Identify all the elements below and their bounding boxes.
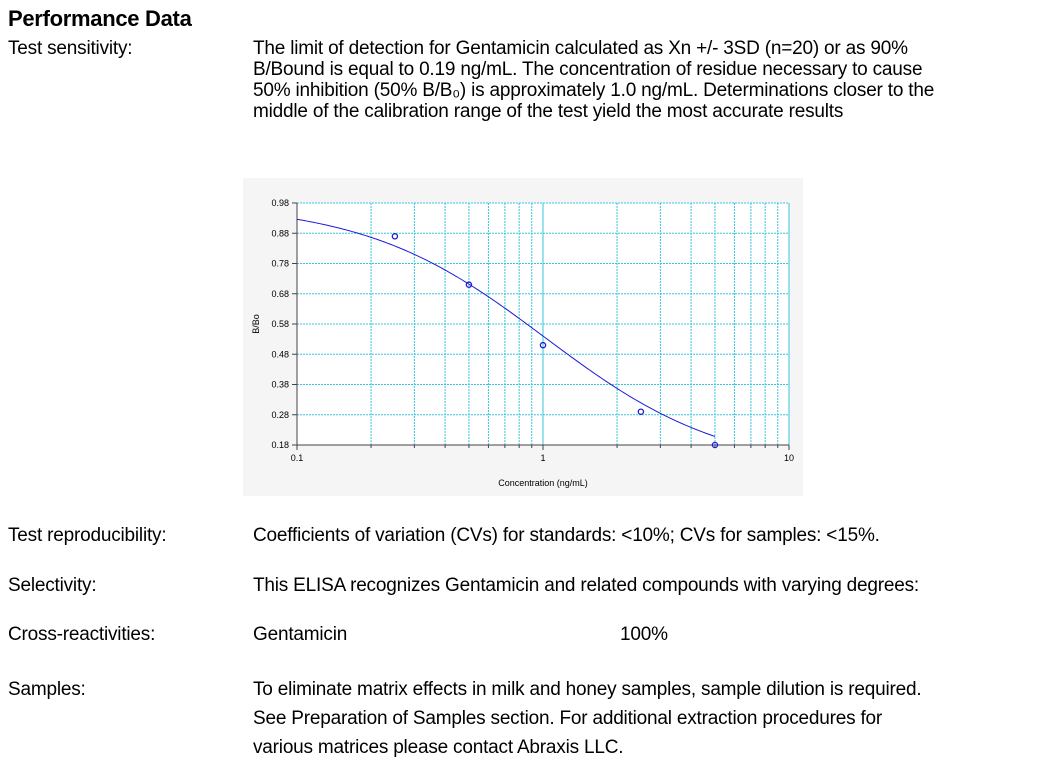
cross-value: 100% bbox=[620, 624, 668, 645]
samples-line: various matrices please contact Abraxis LLC. bbox=[253, 737, 624, 758]
y-tick-label: 0.78 bbox=[271, 258, 289, 269]
cross-compound: Gentamicin bbox=[253, 624, 348, 645]
x-tick-label: 1 bbox=[540, 453, 546, 463]
sensitivity-text bbox=[253, 38, 1041, 122]
samples-text bbox=[253, 675, 1041, 762]
y-tick-label: 0.98 bbox=[271, 198, 289, 208]
y-tick-label: 0.68 bbox=[271, 288, 289, 299]
y-tick-label: 0.48 bbox=[271, 349, 289, 360]
y-tick-label: 0.18 bbox=[271, 440, 289, 450]
calibration-chart bbox=[243, 178, 803, 496]
y-tick-label: 0.88 bbox=[271, 228, 289, 239]
selectivity-label: Selectivity: bbox=[8, 575, 97, 596]
samples-label: Samples: bbox=[8, 679, 86, 700]
selectivity-text: This ELISA recognizes Gentamicin and related compounds with varying degrees: bbox=[253, 575, 919, 596]
x-tick-label: 0.1 bbox=[290, 453, 304, 463]
reproducibility-label: Test reproducibility: bbox=[8, 525, 167, 546]
chart-svg bbox=[243, 178, 803, 496]
x-axis-label: Concentration (ng/mL) bbox=[498, 478, 588, 488]
x-tick-label: 10 bbox=[783, 453, 795, 463]
page-title: Performance Data bbox=[8, 6, 192, 31]
sensitivity-line: middle of the calibration range of the test yield the most accurate results bbox=[253, 101, 844, 122]
y-tick-label: 0.38 bbox=[271, 379, 289, 390]
y-tick-label: 0.58 bbox=[271, 319, 289, 329]
sensitivity-line: 50% inhibition (50% B/B₀) is approximately 1.0 ng/mL. Determinations closer to the bbox=[253, 80, 935, 101]
samples-line: See Preparation of Samples section. For additional extraction procedures for bbox=[253, 708, 883, 729]
cross-reactivities-label: Cross-reactivities: bbox=[8, 624, 156, 645]
y-axis-label: B/Bo bbox=[251, 314, 261, 334]
samples-line: To eliminate matrix effects in milk and honey samples, sample dilution is required. bbox=[253, 679, 922, 700]
sensitivity-line: The limit of detection for Gentamicin calculated as Xn +/- 3SD (n=20) or as 90% bbox=[253, 38, 908, 59]
reproducibility-text: Coefficients of variation (CVs) for standards: <10%; CVs for samples: <15%. bbox=[253, 525, 880, 546]
sensitivity-label: Test sensitivity: bbox=[8, 38, 133, 59]
y-tick-label: 0.28 bbox=[271, 409, 289, 420]
sensitivity-line: B/Bound is equal to 0.19 ng/mL. The concentration of residue necessary to cause bbox=[253, 59, 923, 80]
